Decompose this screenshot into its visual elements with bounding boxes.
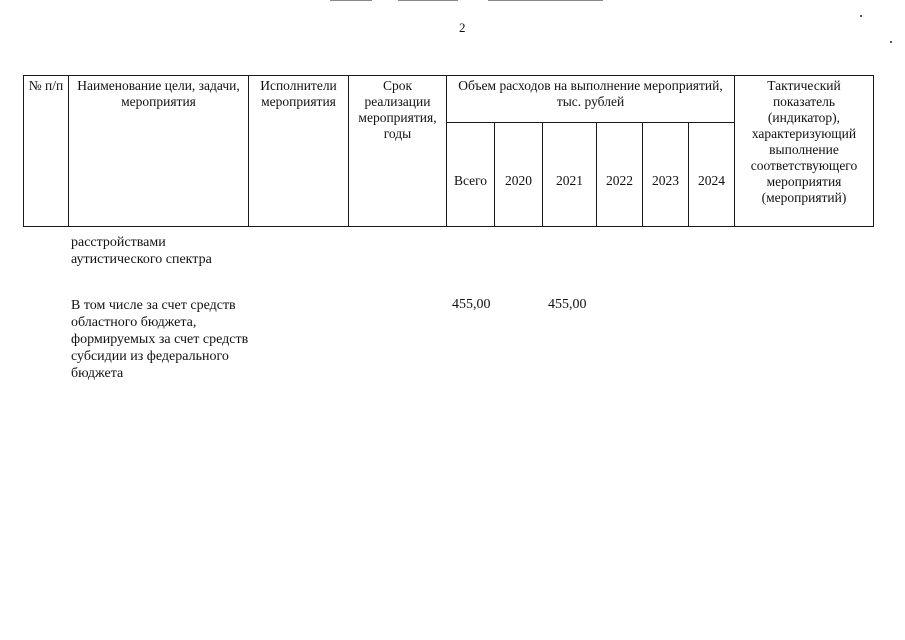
- col-indicator-header: Тактический показатель (индикатор), характеризующий выполнение соответствующего мероприятия (мероприятий): [735, 76, 874, 227]
- scan-artifact: [488, 0, 603, 1]
- scan-speck: [890, 41, 892, 43]
- subsidy-2021-value: 455,00: [548, 297, 587, 312]
- col-name-header: Наименование цели, задачи, мероприятия: [69, 76, 249, 227]
- scan-speck: [860, 15, 862, 17]
- col-year-header: 2023: [643, 123, 689, 227]
- subsidy-row-text: В том числе за счет средств областного бюджета, формируемых за счет средств субсидии из федерального бюджета: [71, 298, 249, 381]
- table-header: [23, 75, 874, 227]
- page-number: 2: [459, 20, 466, 35]
- col-year-header: 2024: [689, 123, 735, 227]
- col-year-header: 2020: [495, 123, 543, 227]
- scan-artifact: [398, 0, 458, 1]
- continued-row-text: расстройствами аутистического спектра: [71, 235, 212, 267]
- col-year-header: 2022: [597, 123, 643, 227]
- col-total-header: Всего: [447, 123, 495, 227]
- col-number-header: № п/п: [24, 76, 69, 227]
- subsidy-total-value: 455,00: [452, 297, 491, 312]
- col-executors-header: Исполнители мероприятия: [249, 76, 349, 227]
- scan-artifact: [330, 0, 372, 1]
- col-period-header: Срок реализации мероприятия, годы: [349, 76, 447, 227]
- col-year-header: 2021: [543, 123, 597, 227]
- col-expenses-header: Объем расходов на выполнение мероприятий, тыс. рублей: [447, 76, 735, 123]
